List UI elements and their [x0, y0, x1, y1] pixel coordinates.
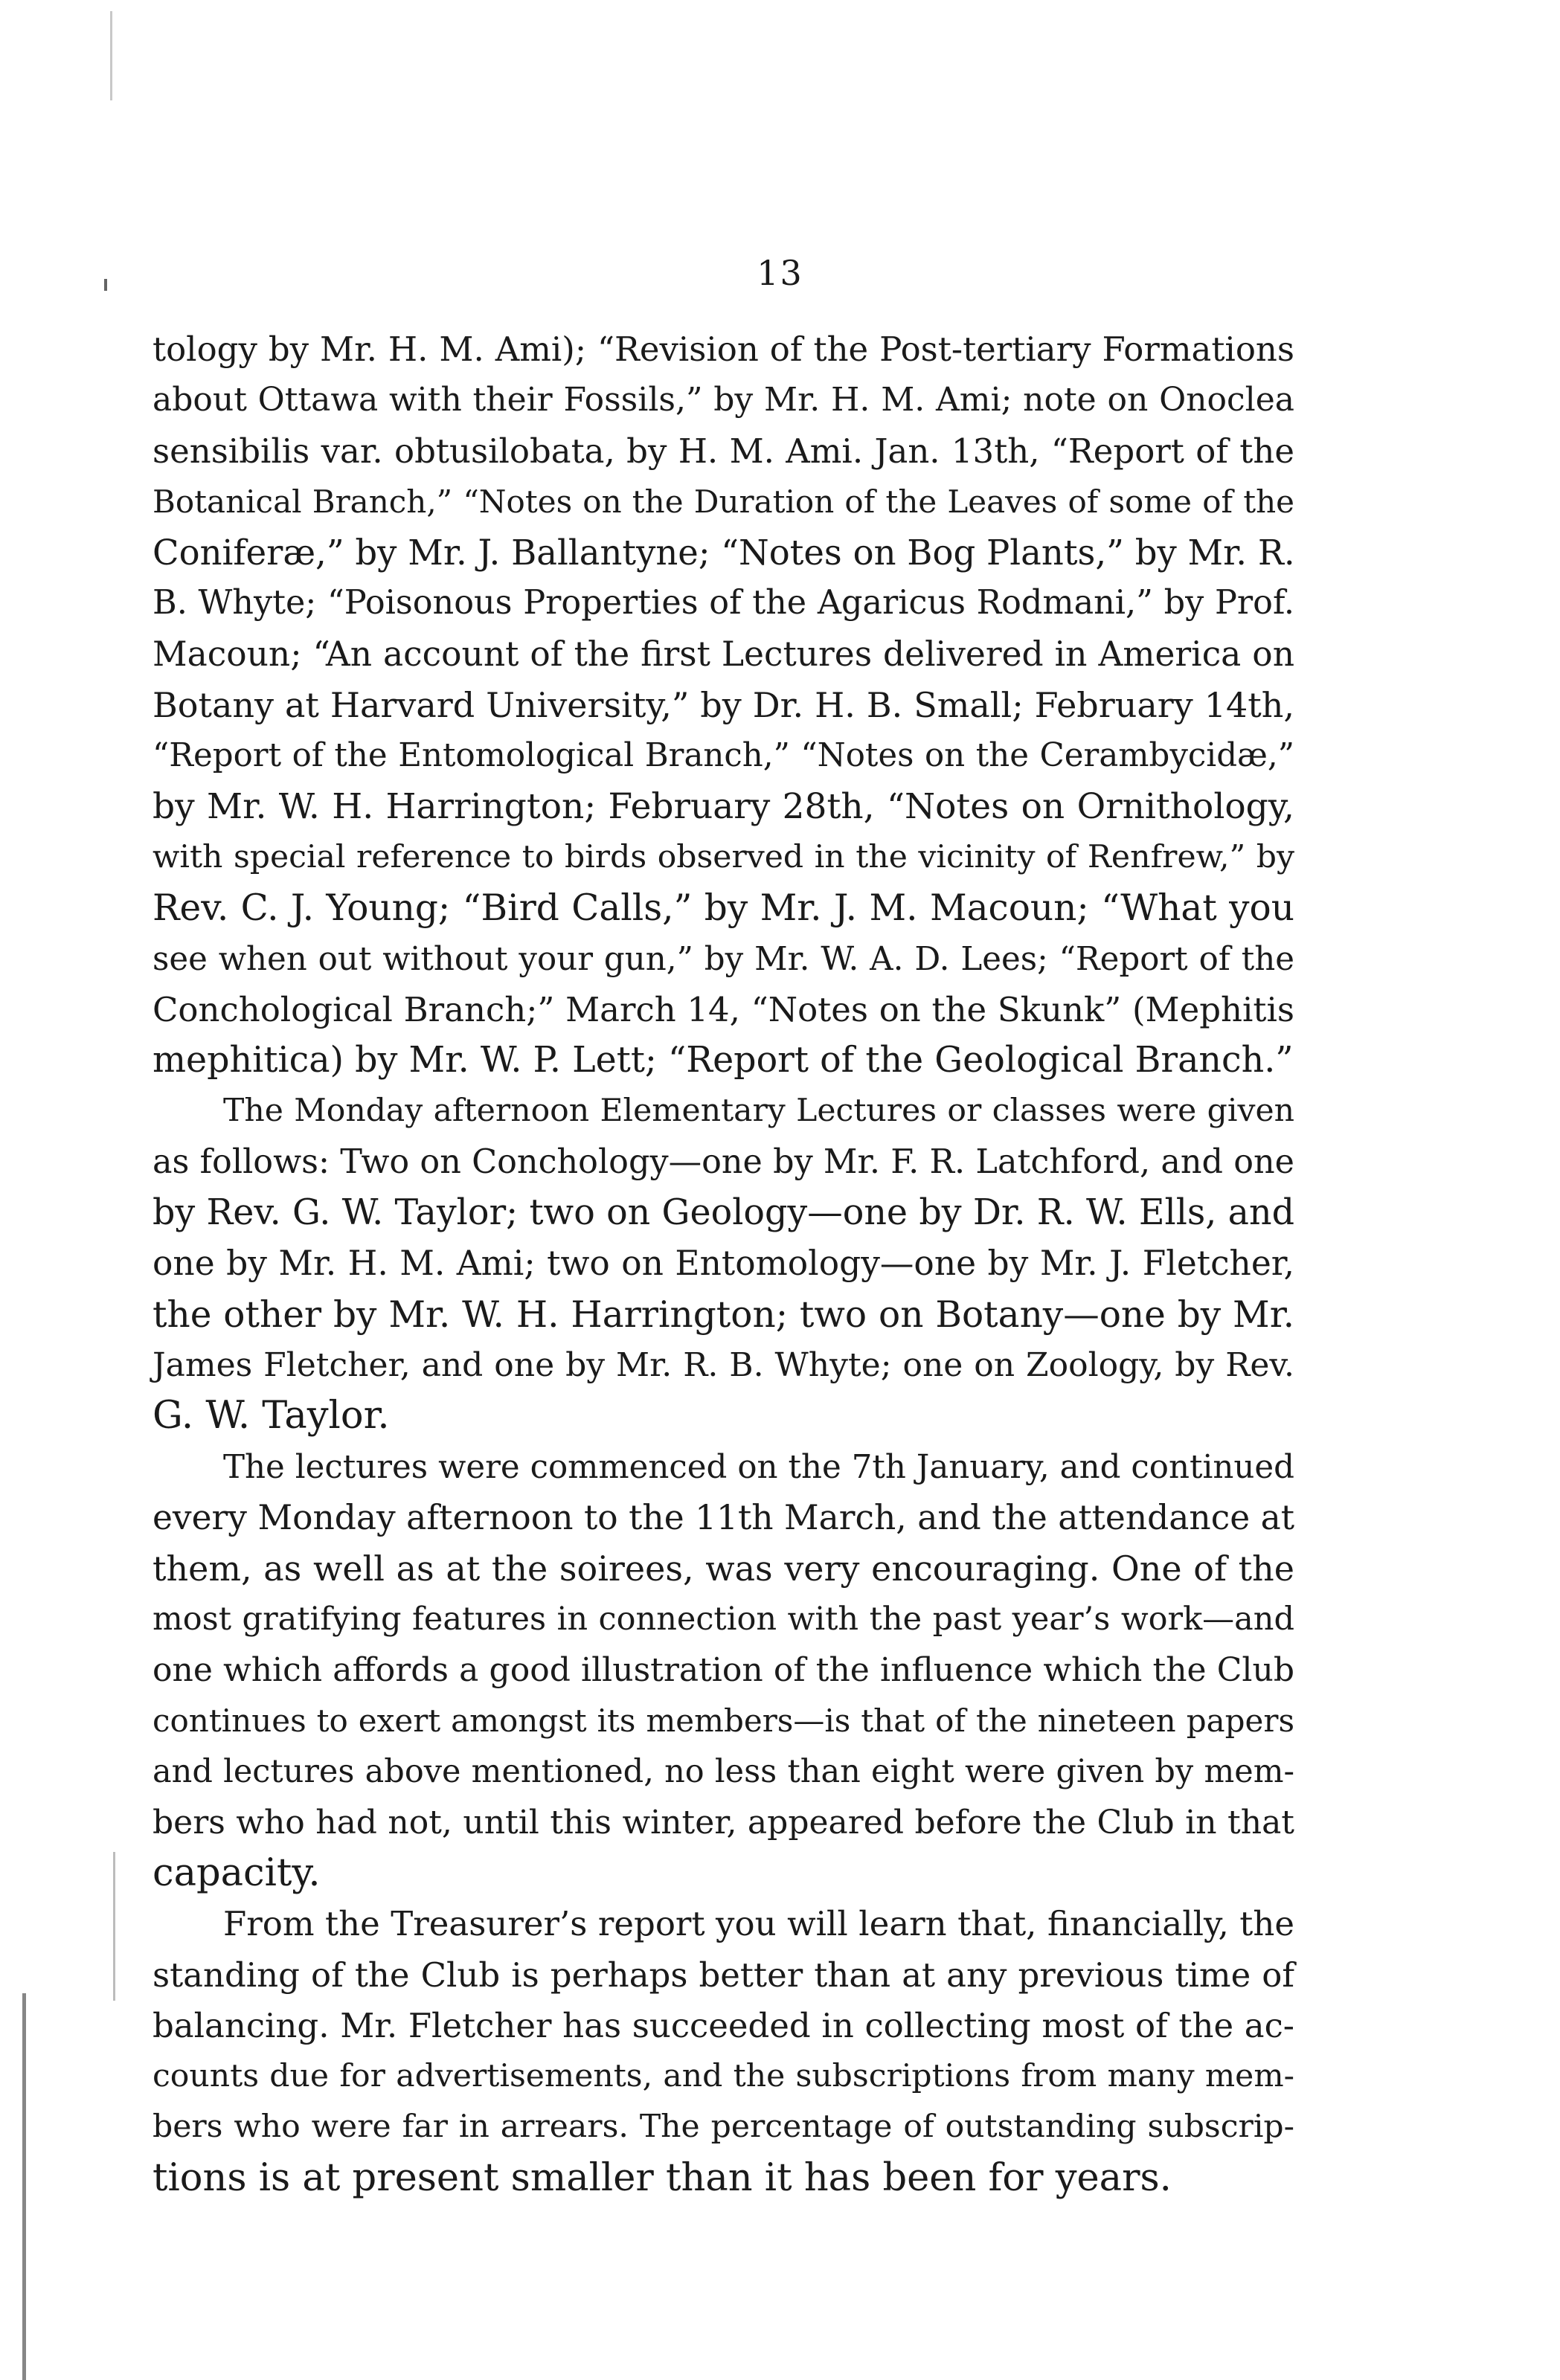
text-line: balancing. Mr. Fletcher has succeeded in collecting most of the ac- — [153, 2005, 1294, 2045]
text-line: B. Whyte; “Poisonous Properties of the Agaricus Rodmani,” by Prof. — [153, 584, 1294, 623]
text-line: see when out without your gun,” by Mr. W. A. D. Lees; “Report of the — [153, 940, 1294, 978]
text-line: counts due for advertisements, and the subscriptions from many mem- — [153, 2058, 1294, 2095]
text-line: James Fletcher, and one by Mr. R. B. Whyte; one on Zoology, by Rev. — [153, 1345, 1294, 1384]
text-line: with special reference to birds observed in the vicinity of Renfrew,” by — [153, 838, 1294, 875]
text-line: mephitica) by Mr. W. P. Lett; “Report of the Geological Branch.” — [153, 1040, 1294, 1081]
text-line: Conchological Branch;” March 14, “Notes on the Skunk” (Mephitis — [153, 989, 1294, 1029]
text-line: most gratifying features in connection with the past year’s work—and — [153, 1601, 1294, 1638]
text-line: From the Treasurer’s report you will learn that, financially, the — [223, 1904, 1294, 1944]
paragraph — [153, 1086, 1294, 1441]
text-line: tions is at present smaller than it has been for years. — [153, 2155, 1172, 2200]
text-line: one by Mr. H. M. Ami; two on Entomology—one by Mr. J. Fletcher, — [153, 1244, 1294, 1284]
page-number: 13 — [757, 253, 803, 293]
text-line: Coniferæ,” by Mr. J. Ballantyne; “Notes on Bog Plants,” by Mr. R. — [153, 533, 1295, 573]
text-line: about Ottawa with their Fossils,” by Mr. H. M. Ami; note on Onoclea — [153, 381, 1294, 419]
text-line: bers who had not, until this winter, appeared before the Club in that — [153, 1803, 1294, 1842]
text-line: sensibilis var. obtusilobata, by H. M. Ami. Jan. 13th, “Report of the — [153, 431, 1294, 471]
text-line: bers who were far in arrears. The percentage of outstanding subscrip- — [153, 2109, 1294, 2146]
text-line: The Monday afternoon Elementary Lectures or classes were given — [223, 1093, 1294, 1130]
paragraph — [153, 1899, 1294, 2204]
paragraph — [153, 324, 1294, 1086]
text-line: Rev. C. J. Young; “Bird Calls,” by Mr. J. M. Macoun; “What you — [153, 887, 1294, 930]
text-line: and lectures above mentioned, no less than eight were given by mem- — [153, 1753, 1294, 1791]
text-line: Macoun; “An account of the first Lectures delivered in America on — [153, 634, 1294, 674]
text-line: capacity. — [153, 1850, 321, 1895]
scan-artifact — [113, 1852, 115, 2001]
body-text — [153, 324, 1294, 2204]
text-line: tology by Mr. H. M. Ami); “Revision of the Post-tertiary Formations — [153, 329, 1294, 369]
text-line: continues to exert amongst its members—is that of the nineteen papers — [153, 1702, 1294, 1740]
text-line: Botany at Harvard University,” by Dr. H. B. Small; February 14th, — [153, 685, 1294, 726]
text-line: The lectures were commenced on the 7th January, and continued — [223, 1448, 1294, 1486]
text-line: by Rev. G. W. Taylor; two on Geology—one by Dr. R. W. Ells, and — [153, 1192, 1294, 1234]
scan-artifact — [22, 1993, 26, 2380]
text-line: G. W. Taylor. — [153, 1394, 390, 1438]
text-line: by Mr. W. H. Harrington; February 28th, “Notes on Ornithology, — [153, 785, 1294, 827]
text-line: Botanical Branch,” “Notes on the Duration of the Leaves of some of the — [153, 483, 1294, 520]
text-line: them, as well as at the soirees, was very encouraging. One of the — [153, 1548, 1294, 1589]
text-line: “Report of the Entomological Branch,” “Notes on the Cerambycidæ,” — [153, 737, 1294, 775]
text-line: one which affords a good illustration of the influence which the Club — [153, 1650, 1294, 1689]
text-line: every Monday afternoon to the 11th March, and the attendance at — [153, 1497, 1294, 1537]
paragraph — [153, 1442, 1294, 1900]
scan-artifact — [110, 11, 112, 100]
text-line: the other by Mr. W. H. Harrington; two on Botany—one by Mr. — [153, 1293, 1294, 1336]
text-line: standing of the Club is perhaps better than at any previous time of — [153, 1955, 1294, 1995]
text-line: as follows: Two on Conchology—one by Mr. F. R. Latchford, and one — [153, 1142, 1294, 1181]
